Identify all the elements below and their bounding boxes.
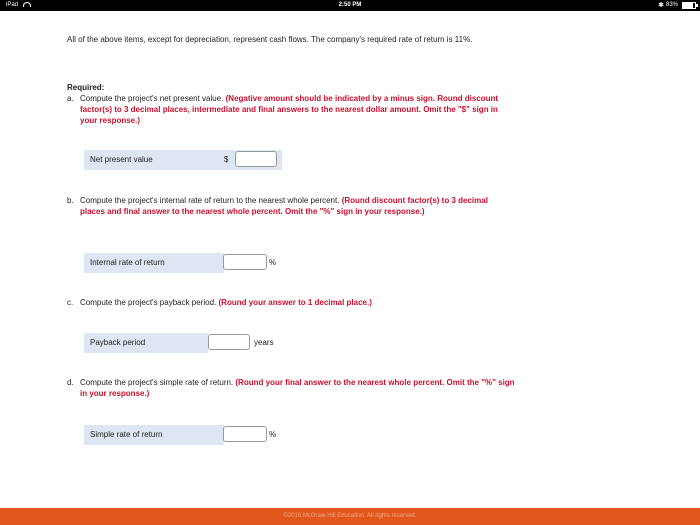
irr-unit-cell xyxy=(267,253,281,273)
payback-years: years xyxy=(250,333,274,353)
copyright-text: ©2016 McGraw-Hill Education. All rights reserved. xyxy=(283,513,417,519)
part-b-prompt xyxy=(67,195,517,217)
part-d-prompt xyxy=(67,377,517,399)
answer-row-payback xyxy=(84,333,208,353)
part-c-text: Compute the project's payback period. xyxy=(80,298,217,307)
part-c-instruction: (Round your answer to 1 decimal place.) xyxy=(218,298,372,307)
payback-label: Payback period xyxy=(90,338,146,347)
payback-unit-cell xyxy=(250,333,282,353)
irr-label: Internal rate of return xyxy=(90,258,165,267)
irr-percent: % xyxy=(267,253,276,273)
dollar-sign: $ xyxy=(224,155,229,164)
part-d-letter: d. xyxy=(67,378,74,387)
battery-icon xyxy=(682,2,696,9)
part-b-letter: b. xyxy=(67,196,74,205)
part-a-text: Compute the project's net present value. xyxy=(80,94,224,103)
answer-row-npv xyxy=(84,150,282,170)
part-a-prompt xyxy=(67,93,517,126)
part-c-prompt xyxy=(67,297,517,308)
part-d-text: Compute the project's simple rate of return. xyxy=(80,378,234,387)
srr-input[interactable] xyxy=(223,426,267,442)
part-b-instruction: (Round discount factor(s) to 3 decimal places and final answer to the nearest whole percent. Omit the "%" sign in your response.) xyxy=(80,196,488,216)
status-bar xyxy=(0,0,700,11)
part-d-instruction: (Round your final answer to the nearest whole percent. Omit the "%" sign in your response.) xyxy=(80,378,515,398)
battery-percent: 83% xyxy=(665,2,678,8)
srr-percent: % xyxy=(267,425,276,445)
footer-bar xyxy=(0,508,700,525)
srr-label: Simple rate of return xyxy=(90,430,163,439)
part-a-letter: a. xyxy=(67,94,74,103)
question-intro: All of the above items, except for depreciation, represent cash flows. The company's required rate of return is 11%. xyxy=(67,35,473,44)
status-bar-right xyxy=(658,0,696,11)
answer-row-irr xyxy=(84,253,224,273)
npv-label: Net present value xyxy=(90,155,153,164)
battery-fill xyxy=(683,3,693,8)
status-time: 2:50 PM xyxy=(338,2,362,8)
part-b-text: Compute the project's internal rate of return to the nearest whole percent. xyxy=(80,196,340,205)
answer-row-srr xyxy=(84,425,224,445)
npv-input[interactable] xyxy=(235,151,277,167)
required-label: Required: xyxy=(67,83,105,92)
part-a-instruction: (Negative amount should be indicated by a minus sign. Round discount factor(s) to 3 decimal places, intermediate and final answers to the nearest dollar amount. Omit the "$" sign in your response.) xyxy=(80,94,499,125)
payback-input[interactable] xyxy=(208,334,250,350)
irr-input[interactable] xyxy=(223,254,267,270)
srr-unit-cell xyxy=(267,425,281,445)
part-c-letter: c. xyxy=(67,298,74,307)
device-name: iPad xyxy=(6,2,19,8)
bluetooth-icon: ✱ xyxy=(658,2,664,9)
